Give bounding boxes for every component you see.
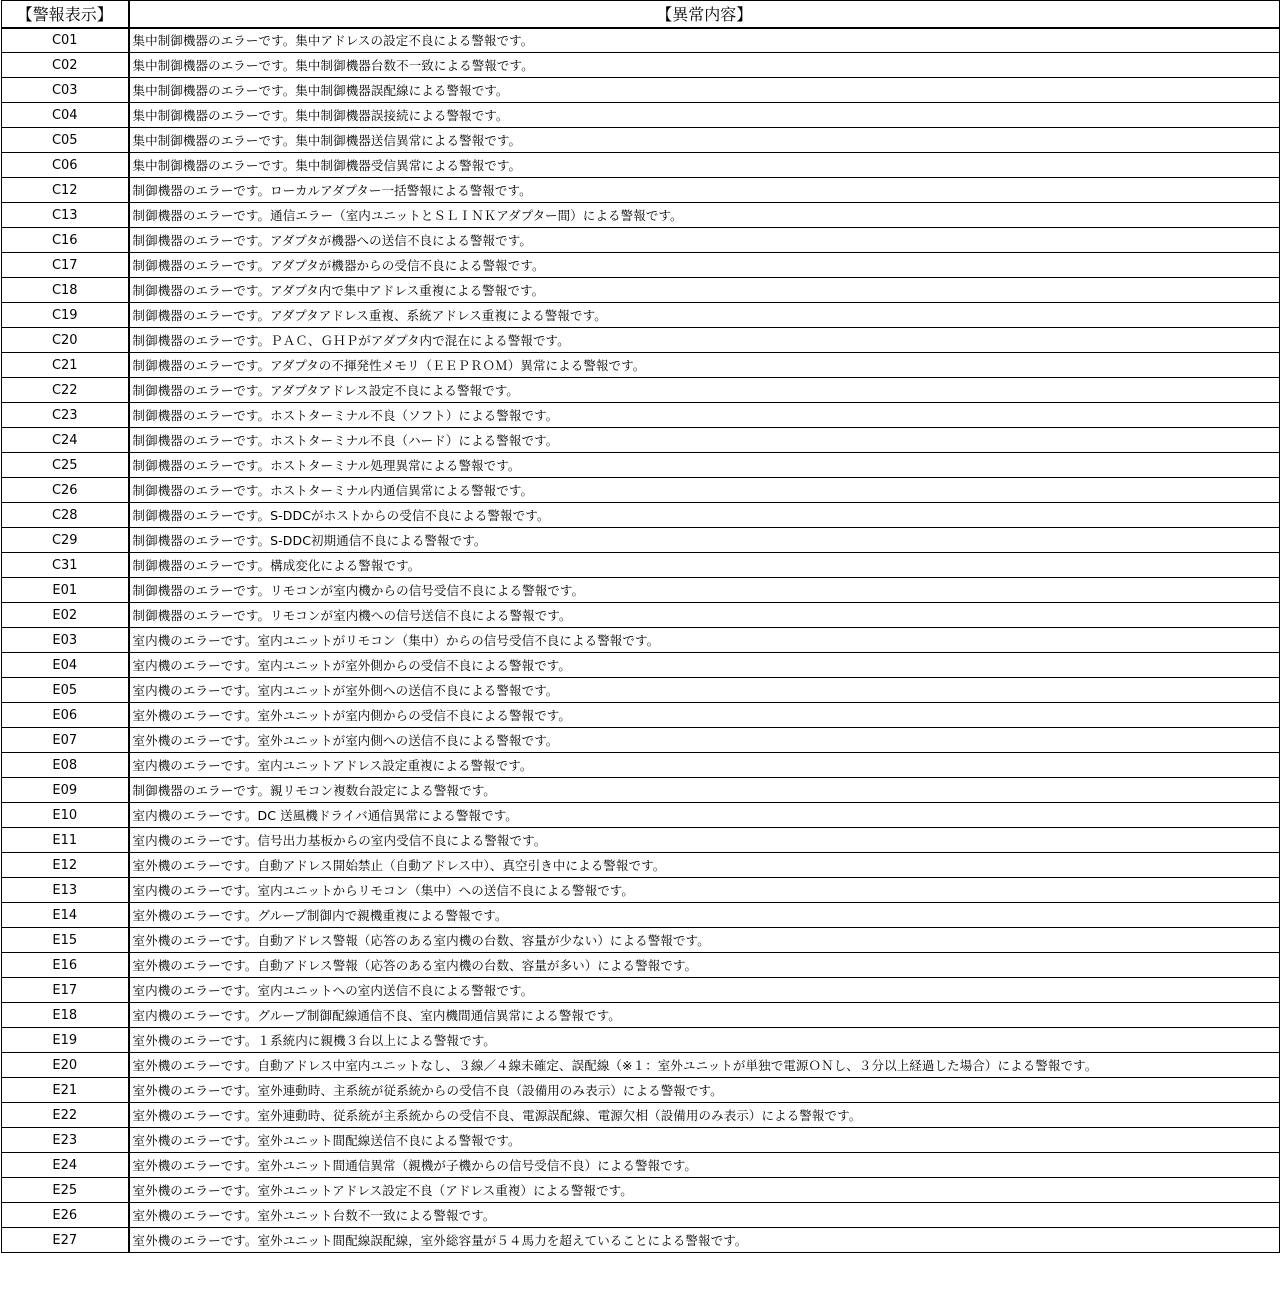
alarm-code-cell: E14 bbox=[2, 903, 129, 928]
alarm-code-table bbox=[1, 0, 1280, 1253]
table-row bbox=[2, 728, 1280, 753]
error-description-cell: 集中制御機器のエラーです。集中制御機器送信異常による警報です。 bbox=[129, 128, 1280, 153]
error-description-cell: 室外機のエラーです。室外連動時、主系統が従系統からの受信不良（設備用のみ表示）による警報です。 bbox=[129, 1078, 1280, 1103]
table-row bbox=[2, 753, 1280, 778]
alarm-code-cell: C02 bbox=[2, 53, 129, 78]
error-description-cell: 制御機器のエラーです。ホストターミナル不良（ハード）による警報です。 bbox=[129, 428, 1280, 453]
error-description-cell: 室外機のエラーです。室外ユニット間配線誤配線，室外総容量が５４馬力を超えていることによる警報です。 bbox=[129, 1228, 1280, 1253]
alarm-code-cell: E05 bbox=[2, 678, 129, 703]
error-description-cell: 室内機のエラーです。室内ユニットアドレス設定重複による警報です。 bbox=[129, 753, 1280, 778]
error-description-cell: 集中制御機器のエラーです。集中制御機器台数不一致による警報です。 bbox=[129, 53, 1280, 78]
table-row bbox=[2, 1103, 1280, 1128]
table-row bbox=[2, 553, 1280, 578]
error-description-cell: 制御機器のエラーです。アダプタ内で集中アドレス重複による警報です。 bbox=[129, 278, 1280, 303]
table-row bbox=[2, 403, 1280, 428]
error-description-cell: 制御機器のエラーです。S-DDC初期通信不良による警報です。 bbox=[129, 528, 1280, 553]
alarm-code-cell: C19 bbox=[2, 303, 129, 328]
alarm-code-cell: E03 bbox=[2, 628, 129, 653]
alarm-code-cell: E07 bbox=[2, 728, 129, 753]
table-row bbox=[2, 653, 1280, 678]
alarm-code-cell: C26 bbox=[2, 478, 129, 503]
error-description-cell: 制御機器のエラーです。ＰＡＣ、ＧＨＰがアダプタ内で混在による警報です。 bbox=[129, 328, 1280, 353]
alarm-code-cell: C21 bbox=[2, 353, 129, 378]
alarm-code-cell: E18 bbox=[2, 1003, 129, 1028]
alarm-code-cell: E15 bbox=[2, 928, 129, 953]
table-row bbox=[2, 1053, 1280, 1078]
error-description-cell: 室外機のエラーです。グループ制御内で親機重複による警報です。 bbox=[129, 903, 1280, 928]
error-description-cell: 室内機のエラーです。室内ユニットが室外側への送信不良による警報です。 bbox=[129, 678, 1280, 703]
alarm-code-cell: C05 bbox=[2, 128, 129, 153]
error-description-cell: 室外機のエラーです。室外ユニットが室内側からの受信不良による警報です。 bbox=[129, 703, 1280, 728]
table-row bbox=[2, 178, 1280, 203]
error-description-cell: 集中制御機器のエラーです。集中アドレスの設定不良による警報です。 bbox=[129, 28, 1280, 53]
alarm-code-cell: E06 bbox=[2, 703, 129, 728]
table-row bbox=[2, 878, 1280, 903]
alarm-code-cell: E23 bbox=[2, 1128, 129, 1153]
table-row bbox=[2, 328, 1280, 353]
error-description-cell: 室外機のエラーです。自動アドレス開始禁止（自動アドレス中）、真空引き中による警報です。 bbox=[129, 853, 1280, 878]
table-row bbox=[2, 1028, 1280, 1053]
error-description-cell: 制御機器のエラーです。構成変化による警報です。 bbox=[129, 553, 1280, 578]
table-row bbox=[2, 1128, 1280, 1153]
alarm-code-cell: E25 bbox=[2, 1178, 129, 1203]
error-description-cell: 制御機器のエラーです。親リモコン複数台設定による警報です。 bbox=[129, 778, 1280, 803]
error-description-cell: 室外機のエラーです。室外ユニットが室内側への送信不良による警報です。 bbox=[129, 728, 1280, 753]
table-row bbox=[2, 453, 1280, 478]
error-description-cell: 室外機のエラーです。室外ユニット間通信異常（親機が子機からの信号受信不良）による警報です。 bbox=[129, 1153, 1280, 1178]
error-description-cell: 制御機器のエラーです。ホストターミナル不良（ソフト）による警報です。 bbox=[129, 403, 1280, 428]
table-row bbox=[2, 578, 1280, 603]
alarm-code-cell: E09 bbox=[2, 778, 129, 803]
alarm-code-cell: E04 bbox=[2, 653, 129, 678]
error-description-cell: 制御機器のエラーです。リモコンが室内機からの信号受信不良による警報です。 bbox=[129, 578, 1280, 603]
alarm-code-cell: E11 bbox=[2, 828, 129, 853]
error-description-cell: 制御機器のエラーです。アダプタの不揮発性メモリ（ＥＥＰＲＯＭ）異常による警報です。 bbox=[129, 353, 1280, 378]
error-description-cell: 室内機のエラーです。信号出力基板からの室内受信不良による警報です。 bbox=[129, 828, 1280, 853]
error-description-cell: 室外機のエラーです。室外ユニット間配線送信不良による警報です。 bbox=[129, 1128, 1280, 1153]
error-description-cell: 室内機のエラーです。グループ制御配線通信不良、室内機間通信異常による警報です。 bbox=[129, 1003, 1280, 1028]
table-row bbox=[2, 53, 1280, 78]
alarm-code-cell: E13 bbox=[2, 878, 129, 903]
alarm-code-cell: E16 bbox=[2, 953, 129, 978]
table-row bbox=[2, 803, 1280, 828]
table-row bbox=[2, 428, 1280, 453]
table-row bbox=[2, 778, 1280, 803]
error-description-cell: 集中制御機器のエラーです。集中制御機器受信異常による警報です。 bbox=[129, 153, 1280, 178]
table-row bbox=[2, 1178, 1280, 1203]
alarm-code-cell: C12 bbox=[2, 178, 129, 203]
table-row bbox=[2, 478, 1280, 503]
error-description-cell: 制御機器のエラーです。ローカルアダプター一括警報による警報です。 bbox=[129, 178, 1280, 203]
error-description-cell: 室内機のエラーです。室内ユニットがリモコン（集中）からの信号受信不良による警報です。 bbox=[129, 628, 1280, 653]
table-body bbox=[2, 28, 1280, 1253]
table-row bbox=[2, 1153, 1280, 1178]
table-row bbox=[2, 1203, 1280, 1228]
table-row bbox=[2, 128, 1280, 153]
error-description-cell: 制御機器のエラーです。アダプタが機器からの受信不良による警報です。 bbox=[129, 253, 1280, 278]
alarm-code-cell: C28 bbox=[2, 503, 129, 528]
alarm-code-cell: E22 bbox=[2, 1103, 129, 1128]
table-row bbox=[2, 503, 1280, 528]
alarm-code-cell: C17 bbox=[2, 253, 129, 278]
alarm-code-cell: C01 bbox=[2, 28, 129, 53]
error-description-cell: 室内機のエラーです。室内ユニットが室外側からの受信不良による警報です。 bbox=[129, 653, 1280, 678]
error-description-cell: 制御機器のエラーです。S-DDCがホストからの受信不良による警報です。 bbox=[129, 503, 1280, 528]
table-row bbox=[2, 153, 1280, 178]
error-description-cell: 室内機のエラーです。室内ユニットからリモコン（集中）への送信不良による警報です。 bbox=[129, 878, 1280, 903]
alarm-code-cell: E26 bbox=[2, 1203, 129, 1228]
alarm-code-cell: E19 bbox=[2, 1028, 129, 1053]
alarm-code-cell: C20 bbox=[2, 328, 129, 353]
alarm-code-cell: E12 bbox=[2, 853, 129, 878]
error-description-cell: 制御機器のエラーです。ホストターミナル処理異常による警報です。 bbox=[129, 453, 1280, 478]
error-description-cell: 制御機器のエラーです。リモコンが室内機への信号送信不良による警報です。 bbox=[129, 603, 1280, 628]
table-row bbox=[2, 228, 1280, 253]
alarm-code-cell: E24 bbox=[2, 1153, 129, 1178]
alarm-code-cell: E27 bbox=[2, 1228, 129, 1253]
error-description-cell: 室外機のエラーです。自動アドレス警報（応答のある室内機の台数、容量が多い）による警報です。 bbox=[129, 953, 1280, 978]
error-description-cell: 室外機のエラーです。１系統内に親機３台以上による警報です。 bbox=[129, 1028, 1280, 1053]
error-description-cell: 制御機器のエラーです。アダプタが機器への送信不良による警報です。 bbox=[129, 228, 1280, 253]
error-description-cell: 室内機のエラーです。室内ユニットへの室内送信不良による警報です。 bbox=[129, 978, 1280, 1003]
alarm-code-cell: C16 bbox=[2, 228, 129, 253]
alarm-code-cell: E10 bbox=[2, 803, 129, 828]
table-row bbox=[2, 903, 1280, 928]
table-row bbox=[2, 78, 1280, 103]
alarm-code-cell: C31 bbox=[2, 553, 129, 578]
table-row bbox=[2, 678, 1280, 703]
table-row bbox=[2, 828, 1280, 853]
table-row bbox=[2, 1003, 1280, 1028]
alarm-code-cell: E08 bbox=[2, 753, 129, 778]
table-row bbox=[2, 928, 1280, 953]
error-description-cell: 制御機器のエラーです。通信エラー（室内ユニットとＳＬＩＮＫアダプター間）による警報です。 bbox=[129, 203, 1280, 228]
alarm-code-cell: C13 bbox=[2, 203, 129, 228]
table-row bbox=[2, 1228, 1280, 1253]
error-description-cell: 室内機のエラーです。DC 送風機ドライバ通信異常による警報です。 bbox=[129, 803, 1280, 828]
table-row bbox=[2, 953, 1280, 978]
alarm-code-cell: C06 bbox=[2, 153, 129, 178]
error-description-cell: 室外機のエラーです。自動アドレス中室内ユニットなし、３線／４線未確定、誤配線（※１：室外ユニットが単独で電源ＯＮし、３分以上経過した場合）による警報です。 bbox=[129, 1053, 1280, 1078]
alarm-code-cell: C23 bbox=[2, 403, 129, 428]
error-description-cell: 集中制御機器のエラーです。集中制御機器誤配線による警報です。 bbox=[129, 78, 1280, 103]
alarm-code-cell: E20 bbox=[2, 1053, 129, 1078]
alarm-code-cell: C29 bbox=[2, 528, 129, 553]
error-description-cell: 室外機のエラーです。室外ユニットアドレス設定不良（アドレス重複）による警報です。 bbox=[129, 1178, 1280, 1203]
alarm-code-cell: E01 bbox=[2, 578, 129, 603]
table-row bbox=[2, 628, 1280, 653]
table-row bbox=[2, 528, 1280, 553]
error-description-cell: 室外機のエラーです。自動アドレス警報（応答のある室内機の台数、容量が少ない）による警報です。 bbox=[129, 928, 1280, 953]
table-row bbox=[2, 253, 1280, 278]
table-row bbox=[2, 1078, 1280, 1103]
table-row bbox=[2, 303, 1280, 328]
column-header-error-description: 【異常内容】 bbox=[129, 1, 1280, 28]
table-row bbox=[2, 103, 1280, 128]
alarm-code-cell: C03 bbox=[2, 78, 129, 103]
error-description-cell: 集中制御機器のエラーです。集中制御機器誤接続による警報です。 bbox=[129, 103, 1280, 128]
column-header-alarm-display: 【警報表示】 bbox=[2, 1, 129, 28]
table-header-row bbox=[2, 1, 1280, 28]
table-row bbox=[2, 703, 1280, 728]
error-description-cell: 制御機器のエラーです。ホストターミナル内通信異常による警報です。 bbox=[129, 478, 1280, 503]
alarm-code-cell: E17 bbox=[2, 978, 129, 1003]
alarm-code-cell: C25 bbox=[2, 453, 129, 478]
alarm-code-cell: C04 bbox=[2, 103, 129, 128]
error-description-cell: 制御機器のエラーです。アダプタアドレス重複、系統アドレス重複による警報です。 bbox=[129, 303, 1280, 328]
alarm-code-cell: C22 bbox=[2, 378, 129, 403]
alarm-code-cell: E21 bbox=[2, 1078, 129, 1103]
error-description-cell: 制御機器のエラーです。アダプタアドレス設定不良による警報です。 bbox=[129, 378, 1280, 403]
table-row bbox=[2, 353, 1280, 378]
error-description-cell: 室外機のエラーです。室外連動時、従系統が主系統からの受信不良、電源誤配線、電源欠相（設備用のみ表示）による警報です。 bbox=[129, 1103, 1280, 1128]
error-description-cell: 室外機のエラーです。室外ユニット台数不一致による警報です。 bbox=[129, 1203, 1280, 1228]
table-row bbox=[2, 378, 1280, 403]
alarm-code-cell: E02 bbox=[2, 603, 129, 628]
table-row bbox=[2, 28, 1280, 53]
table-row bbox=[2, 853, 1280, 878]
table-row bbox=[2, 603, 1280, 628]
alarm-code-cell: C18 bbox=[2, 278, 129, 303]
alarm-code-cell: C24 bbox=[2, 428, 129, 453]
table-row bbox=[2, 978, 1280, 1003]
table-row bbox=[2, 278, 1280, 303]
table-row bbox=[2, 203, 1280, 228]
